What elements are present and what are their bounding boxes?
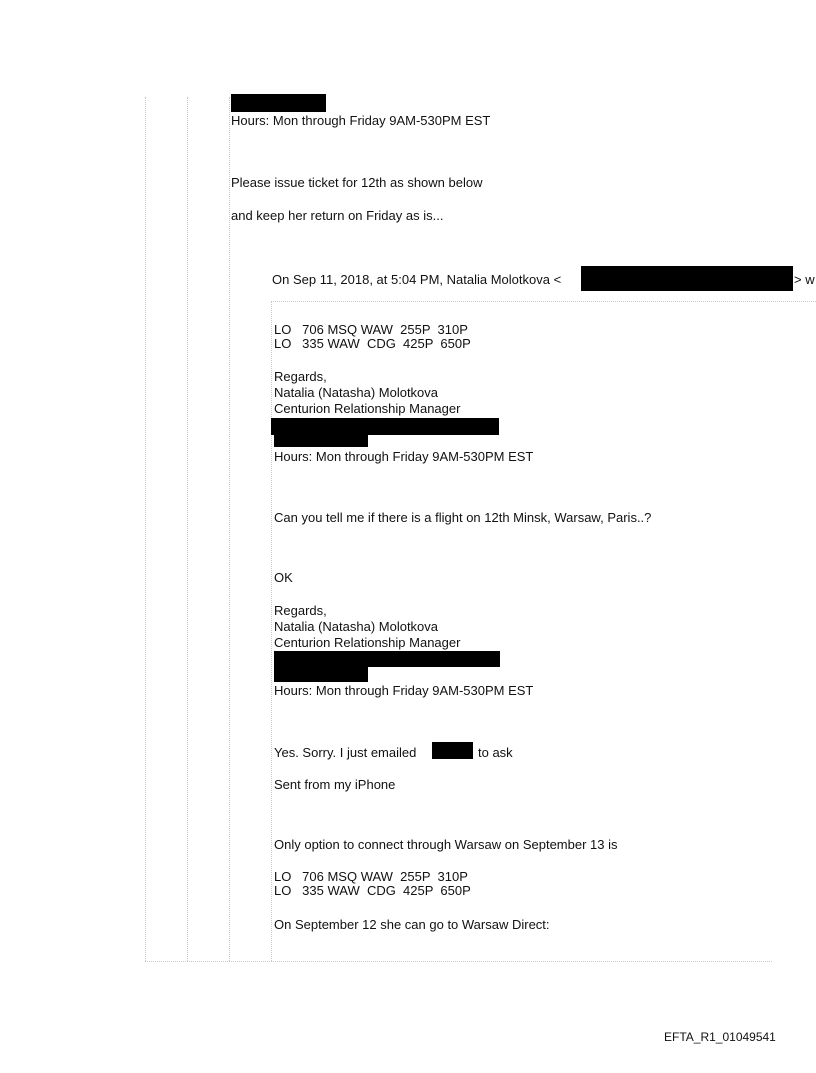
signature-hours: Hours: Mon through Friday 9AM-530PM EST [274,449,534,464]
outer-request-line-1: Please issue ticket for 12th as shown below [231,175,483,190]
flight-line: LO 706 MSQ WAW 255P 310P [274,869,468,884]
thread-indent-line-3 [229,97,230,961]
thread-indent-line-2 [187,97,188,961]
signature-name: Natalia (Natasha) Molotkova [274,385,439,400]
option-text: Only option to connect through Warsaw on September 13 is [274,837,618,852]
signature-title: Centurion Relationship Manager [274,401,461,416]
sent-from-text: Sent from my iPhone [274,777,396,792]
flight-line: LO 335 WAW CDG 425P 650P [274,883,471,898]
flight-line: LO 706 MSQ WAW 255P 310P [274,322,468,337]
quote-header-suffix: > w [794,272,815,287]
redaction-block [274,667,368,682]
signature-hours: Hours: Mon through Friday 9AM-530PM EST [274,683,534,698]
outer-request-line-2: and keep her return on Friday as is... [231,208,444,223]
redaction-block [432,742,473,759]
redaction-block [274,651,500,667]
outer-hours: Hours: Mon through Friday 9AM-530PM EST [231,113,491,128]
signature-title: Centurion Relationship Manager [274,635,461,650]
redaction-block [271,418,499,435]
redaction-block [274,434,368,447]
question-text: Can you tell me if there is a flight on 12th Minsk, Warsaw, Paris..? [274,510,652,525]
quote-top-divider [271,301,816,302]
direct-text: On September 12 she can go to Warsaw Direct: [274,917,550,932]
redaction-block [231,94,326,112]
sorry-text-suffix: to ask [478,745,513,760]
redaction-block [581,266,793,291]
signature-regards: Regards, [274,369,327,384]
signature-regards: Regards, [274,603,327,618]
signature-name: Natalia (Natasha) Molotkova [274,619,439,634]
thread-bottom-divider [145,961,772,962]
quote-header [272,272,561,287]
sorry-text-prefix: Yes. Sorry. I just emailed [274,745,417,760]
ok-text: OK [274,570,293,585]
quote-indent-line [271,301,272,961]
quote-header-prefix: On Sep 11, 2018, at 5:04 PM, Natalia Molotkova < [272,272,562,287]
thread-indent-line-1 [145,97,146,961]
document-id: EFTA_R1_01049541 [664,1030,776,1044]
flight-line: LO 335 WAW CDG 425P 650P [274,336,471,351]
